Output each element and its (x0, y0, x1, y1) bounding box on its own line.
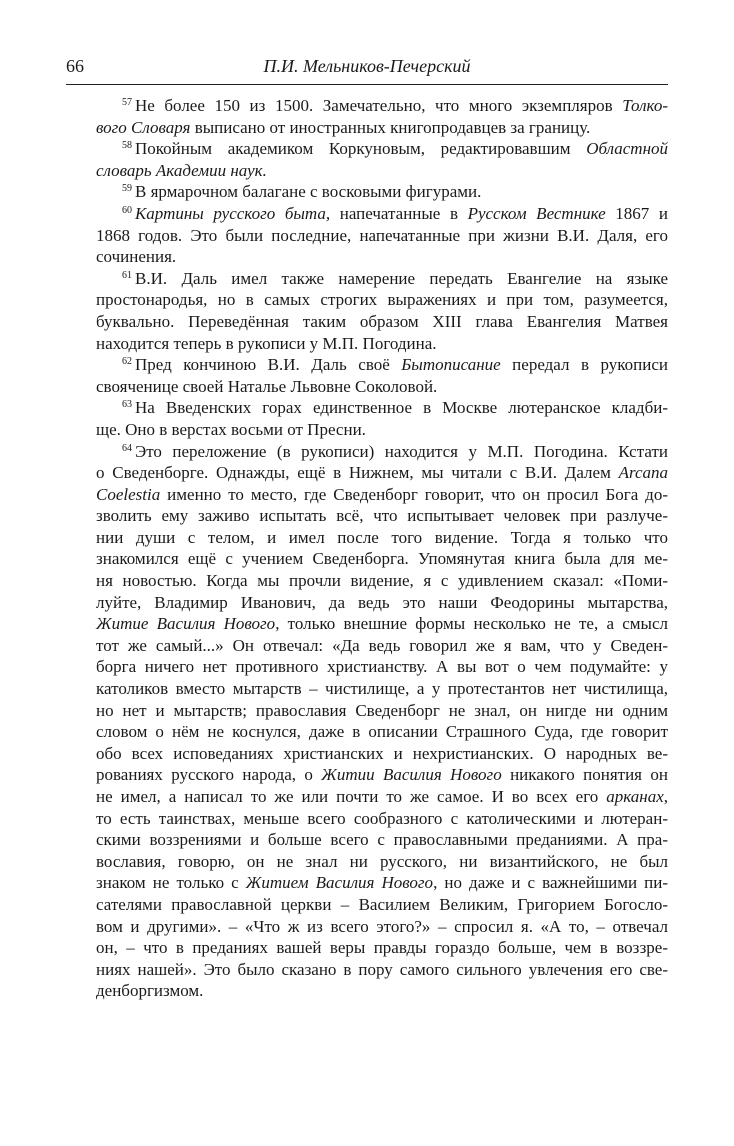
footnote-line (96, 289, 668, 311)
text: 1867 и (605, 203, 668, 223)
footnote-line (96, 829, 668, 851)
footnote-line (96, 808, 668, 830)
footnote-line (96, 916, 668, 938)
footnote (96, 397, 668, 440)
page-header (66, 50, 668, 85)
footnote (96, 95, 668, 138)
footnote-line (96, 246, 668, 268)
footnote-line (96, 743, 668, 765)
footnote-line (96, 980, 668, 1002)
italic-text: Arcana (618, 463, 668, 483)
footnote-line (96, 592, 668, 614)
footnote (96, 268, 668, 354)
text: На Введенских горах единственное в Москве лютеранское кладби- (135, 398, 668, 418)
footnote-line (96, 95, 668, 117)
italic-text: Областной (586, 139, 668, 159)
text: нии души с телом, и имел после того видение. Тогда я только что (96, 527, 668, 547)
text: но нет и мытарств; православия Сведенборг не знал, он нигде ни одним (96, 700, 668, 720)
footnote-line (96, 764, 668, 786)
footnote-line (96, 117, 668, 139)
footnote-line (96, 872, 668, 894)
footnote-line (96, 397, 668, 419)
text: передал в рукописи (500, 355, 668, 375)
text: Пред кончиною В.И. Даль своё (135, 355, 402, 375)
text: борга ничего нет противного христианству. А вы вот о чем подумайте: у (96, 657, 668, 677)
footnote-line (96, 462, 668, 484)
italic-text: вого Словаря (96, 117, 191, 137)
italic-text: словарь Академии наук. (96, 160, 267, 180)
italic-text: арканах (606, 787, 664, 806)
footnote-number: 61 (122, 269, 132, 281)
footnote-line (96, 311, 668, 333)
text: зволить ему заживо испытать всё, что испытывает человек при разлуче- (96, 506, 668, 526)
footnote-line (96, 613, 668, 635)
footnote-line (96, 959, 668, 981)
text: В ярмарочном балагане с восковыми фигурами. (135, 182, 482, 202)
footnote-number: 59 (122, 183, 132, 195)
footnote-number: 60 (122, 204, 132, 216)
footnote-line (96, 268, 668, 290)
text: словом о нём не коснулся, даже в описании Страшного Суда, где говорит (96, 722, 668, 742)
text: выписано от иностранных книгопродавцев за границу. (190, 117, 591, 137)
text: луйте, Владимир Иванович, да ведь это наши Феодорины мытарства, (96, 592, 668, 612)
footnote-line (96, 678, 668, 700)
text: он, – что в преданиях вашей веры правды гораздо больше, чем в воззре- (96, 938, 668, 958)
footnote-number: 57 (122, 97, 132, 108)
footnote-line (96, 635, 668, 657)
footnote-line (96, 548, 668, 570)
text: , только внешние формы несколько не те, а смысл (275, 614, 668, 634)
text: обо всех исповеданиях христианских и нехристианских. О народных ве- (96, 743, 668, 763)
text: напечатанные в (330, 203, 468, 223)
text: сателями православной церкви – Василием Великим, Григорием Богосло- (96, 894, 668, 914)
footnote-line (96, 333, 668, 355)
footnote-line (96, 181, 668, 203)
footnote-line (96, 656, 668, 678)
footnotes-section (96, 95, 668, 1002)
footnote-line (96, 721, 668, 743)
footnote-line (96, 160, 668, 182)
text: ще. Оно в верстах восьми от Пресни. (96, 419, 366, 439)
text: ниях нашей». Это было сказано в пору самого сильного увлечения его све- (96, 959, 668, 979)
text: тот же самый...» Он отвечал: «Да ведь говорил же я вам, что у Сведен- (96, 635, 668, 655)
text: Это переложение (в рукописи) находится у М.П. Погодина. Кстати (135, 441, 668, 461)
footnote-line (96, 441, 668, 463)
italic-text: Русском Вестнике (467, 203, 606, 223)
text: простонародья, но в самых строгих выражениях и при том, разумеется, (96, 290, 668, 310)
text: , но даже и с важнейшими пи- (433, 873, 668, 893)
footnote (96, 181, 668, 203)
text: 1868 годов. Это были последние, напечатанные при жизни В.И. Даля, его (96, 225, 668, 245)
footnote-line (96, 570, 668, 592)
italic-text: Житии Василия Нового (321, 765, 502, 785)
footnote-line (96, 894, 668, 916)
text: скими воззрениями и больше всего с православными преданиями. А пра- (96, 830, 668, 850)
italic-text: Житие Василия Нового (96, 614, 276, 634)
italic-text: Coelestia (96, 484, 161, 504)
text: именно то место, где Сведенборг говорит, что он просил Бога до- (160, 484, 668, 504)
text: Покойным академиком Коркуновым, редактировавшим (135, 139, 587, 159)
text: о Сведенборге. Однажды, ещё в Нижнем, мы читали с В.И. Далем (96, 463, 619, 483)
footnote-line (96, 138, 668, 160)
footnote-number: 63 (122, 399, 132, 411)
page-number: 66 (66, 56, 84, 76)
footnote-line (96, 376, 668, 398)
footnote (96, 138, 668, 181)
text: В.И. Даль имел также намерение передать Евангелие на языке (135, 268, 668, 288)
footnote-line (96, 484, 668, 506)
footnote-line (96, 851, 668, 873)
footnote-line (96, 937, 668, 959)
footnote-number: 64 (122, 442, 132, 454)
text: ня новостью. Когда мы прочли видение, я с удивлением сказал: «Поми- (96, 571, 668, 591)
italic-text: Картины русского быта, (135, 203, 331, 223)
footnote-line (96, 700, 668, 722)
text: денборгизмом. (96, 981, 204, 1001)
footnote-line (96, 527, 668, 549)
text: буквально. Переведённая таким образом XIII глава Евангелия Матвея (96, 311, 668, 331)
footnote-number: 62 (122, 356, 132, 368)
text: католиков вместо мытарств – чистилище, а у протестантов нет чистилища, (96, 679, 668, 699)
footnote-line (96, 225, 668, 247)
text: вославия, говорю, он не знал ни русского, ни византийского, не был (96, 851, 668, 871)
text: никакого понятия он (501, 765, 668, 785)
footnote (96, 203, 668, 268)
text: свояченице своей Наталье Львовне Соколовой. (96, 376, 438, 396)
text: вом и другими». – «Что ж из всего этого?» – спросил я. «А то, – отвечал (96, 916, 668, 936)
footnote (96, 441, 668, 1002)
footnote-line (96, 419, 668, 441)
text: знаком не только с (96, 873, 246, 893)
footnote-number: 58 (122, 140, 132, 152)
text: рованиях русского народа, о (96, 765, 322, 785)
footnote (96, 354, 668, 397)
text: знакомился ещё с учением Сведенборга. Упомянутая книга была для ме- (96, 549, 668, 569)
running-title: П.И. Мельников-Печерский (263, 56, 471, 76)
text: то есть таинствах, меньше всего сообразного с католическими и лютеран- (96, 808, 668, 828)
footnote-line (96, 786, 668, 808)
italic-text: Толко- (622, 96, 668, 115)
italic-text: Бытописание (401, 355, 501, 375)
text: , (663, 787, 668, 806)
text: не имел, а написал то же или почти то же самое. И во всех его (96, 787, 607, 806)
text: Не более 150 из 1500. Замечательно, что много экземпляров (135, 96, 623, 115)
text: находится теперь в рукописи у М.П. Погодина. (96, 333, 437, 353)
footnote-line (96, 354, 668, 376)
footnote-line (96, 203, 668, 225)
italic-text: Житием Василия Нового (245, 873, 434, 893)
text: сочинения. (96, 247, 177, 267)
footnote-line (96, 505, 668, 527)
